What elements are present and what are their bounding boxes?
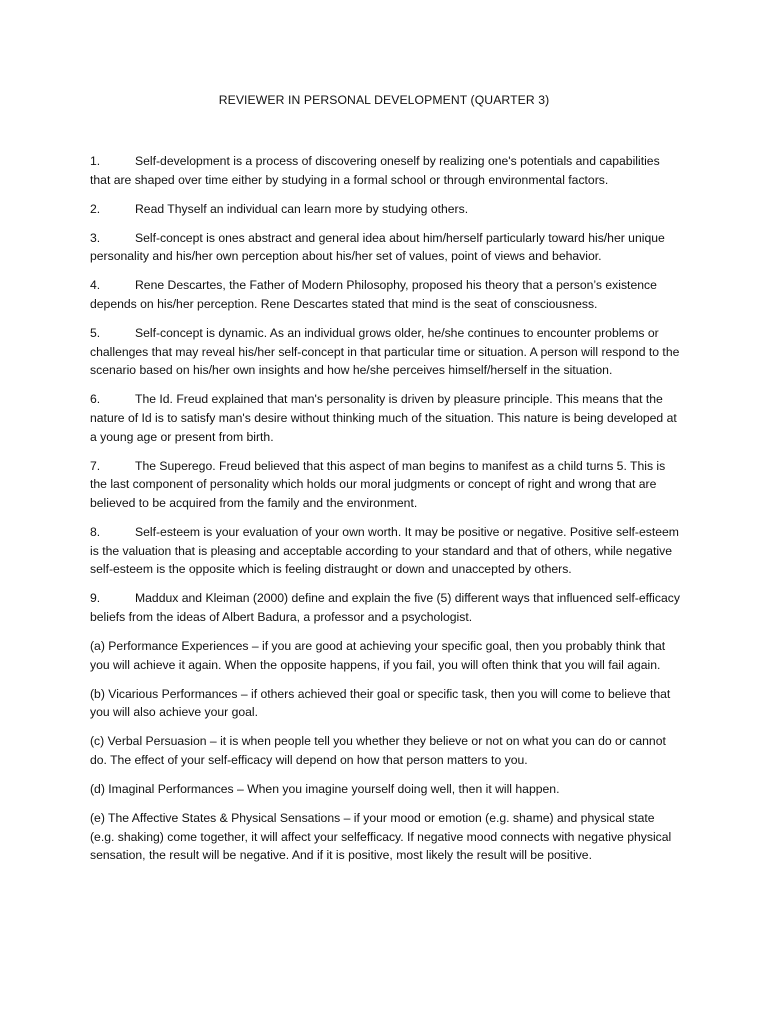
list-item [90,276,680,313]
item-number: 5. [90,326,101,341]
item-text: The Id. Freud explained that man's personality is driven by pleasure principle. This means that the nature of Id is to satisfy man's desire without thinking much of the situation. This nature is being developed at a young age or present from birth. [90,392,677,444]
sub-item-d: (d) Imaginal Performances – When you imagine yourself doing well, then it will happen. [90,782,560,797]
list-item [90,324,680,380]
item-text: The Superego. Freud believed that this aspect of man begins to manifest as a child turns 5. This is the last component of personality which holds our moral judgments or concept of right and wrong that are believed to be acquired from the family and the environment. [90,458,666,510]
list-item [90,390,680,446]
item-number: 3. [90,230,101,245]
sub-item-c: (c) Verbal Persuasion – it is when people tell you whether they believe or not on what you can do or cannot do. The effect of your self-efficacy will depend on how that person matters to you. [90,734,666,767]
item-number: 4. [90,278,101,293]
list-item [90,523,680,579]
item-text: Self-concept is dynamic. As an individual grows older, he/she continues to encounter problems or challenges that may reveal his/her self-concept in that particular time or situation. A person will respond to the scenario based on his/her own insights and how he/she perceives himself/herself in the situation. [90,326,680,378]
list-item [90,229,680,266]
item-number: 6. [90,392,101,407]
item-number: 7. [90,458,101,473]
item-text: Self-concept is ones abstract and general idea about him/herself particularly toward his/her unique personality and his/her own perception about his/her set of values, point of views and behavior. [90,230,665,264]
item-number: 9. [90,591,101,606]
list-item [90,457,680,513]
item-text: Rene Descartes, the Father of Modern Philosophy, proposed his theory that a person’s existence depends on his/her perception. Rene Descartes stated that mind is the seat of consciousness. [90,278,657,312]
item-number: 1. [90,154,101,168]
list-item [90,200,680,219]
item-text: Read Thyself an individual can learn more by studying others. [135,201,469,216]
document-body [90,152,680,875]
item-text: Self-development is a process of discovering oneself by realizing one's potentials and capabilities that are shaped over time either by studying in a formal school or through environmental factors. [90,154,660,187]
item-text: Maddux and Kleiman (2000) define and explain the five (5) different ways that influenced self-efficacy beliefs from the ideas of Albert Badura, a professor and a psychologist. [90,591,680,624]
item-text: Self-esteem is your evaluation of your own worth. It may be positive or negative. Positive self-esteem is the valuation that is pleasing and acceptable according to your standard and that of others, while negative self-esteem is the opposite which is feeling distraught or down and unaccepted by others. [90,525,679,577]
document-title: REVIEWER IN PERSONAL DEVELOPMENT (QUARTER 3) [218,93,550,107]
sub-item-b: (b) Vicarious Performances – if others achieved their goal or specific task, then you will come to believe that you will also achieve your goal. [90,686,671,720]
list-item [90,589,680,626]
sub-item-a: (a) Performance Experiences – if you are good at achieving your specific goal, then you probably think that you will achieve it again. When the opposite happens, if you fail, you will often think that you will fail again. [90,638,666,672]
item-number: 2. [90,201,101,216]
list-item [90,152,680,189]
item-number: 8. [90,525,101,539]
sub-item-e: (e) The Affective States & Physical Sensations – if your mood or emotion (e.g. shame) and physical state (e.g. shaking) come together, it will affect your selfefficacy. If negative mood connects with negative physical sensation, the result will be negative. And if it is positive, most likely the result will be positive. [90,811,672,863]
